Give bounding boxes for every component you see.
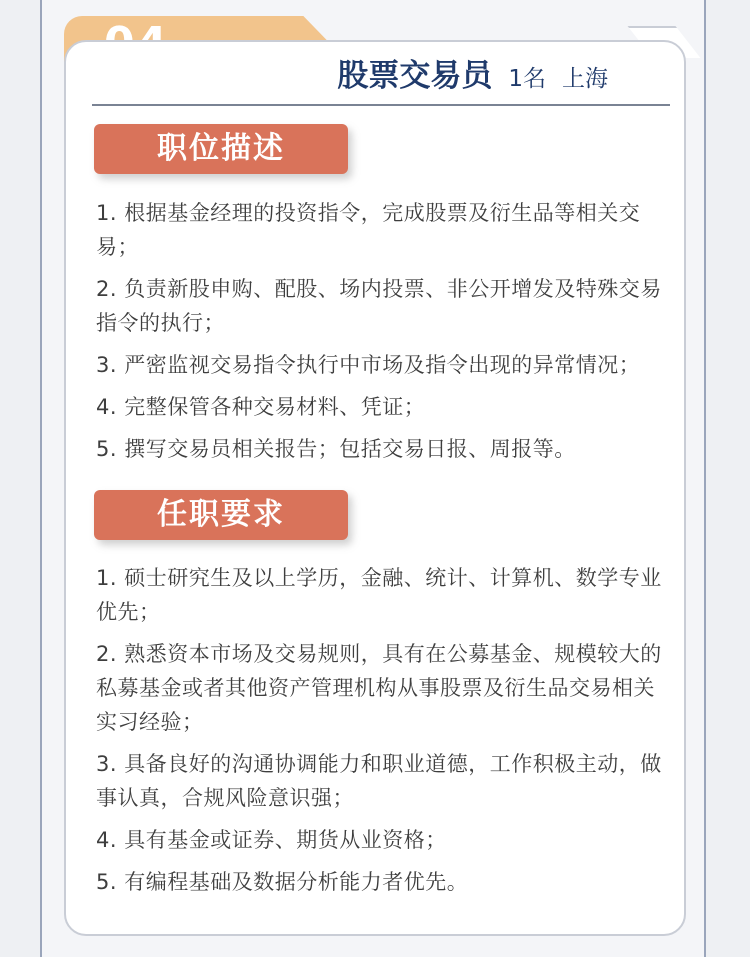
- list-item: 3. 严密监视交易指令执行中市场及指令出现的异常情况；: [96, 353, 641, 377]
- job-title-group: [337, 54, 608, 101]
- job-location: 上海: [562, 66, 608, 92]
- list-item: 5. 有编程基础及数据分析能力者优先。: [96, 870, 469, 894]
- list-item: 3. 具备良好的沟通协调能力和职业道德，工作积极主动，做事认真，合规风险意识强；: [96, 752, 662, 810]
- list-item: 1. 硕士研究生及以上学历，金融、统计、计算机、数学专业优先；: [96, 566, 662, 624]
- list-item: 5. 撰写交易员相关报告；包括交易日报、周报等。: [96, 437, 576, 461]
- list-item: 4. 完整保管各种交易材料、凭证；: [96, 395, 426, 419]
- list-item: 2. 熟悉资本市场及交易规则，具有在公募基金、规模较大的私募基金或者其他资产管理机构从事股票及衍生品交易相关实习经验；: [96, 642, 662, 734]
- description-list: [96, 196, 668, 474]
- job-title: 股票交易员: [337, 58, 493, 94]
- requirements-list: [96, 561, 668, 907]
- description-heading: 职位描述: [94, 124, 348, 174]
- job-headcount: 1名: [508, 66, 546, 92]
- job-header: [92, 54, 670, 106]
- list-item: 2. 负责新股申购、配股、场内投票、非公开增发及特殊交易指令的执行；: [96, 277, 662, 335]
- requirements-heading: 任职要求: [94, 490, 348, 540]
- list-item: 1. 根据基金经理的投资指令，完成股票及衍生品等相关交易；: [96, 201, 641, 259]
- list-item: 4. 具有基金或证券、期货从业资格；: [96, 828, 447, 852]
